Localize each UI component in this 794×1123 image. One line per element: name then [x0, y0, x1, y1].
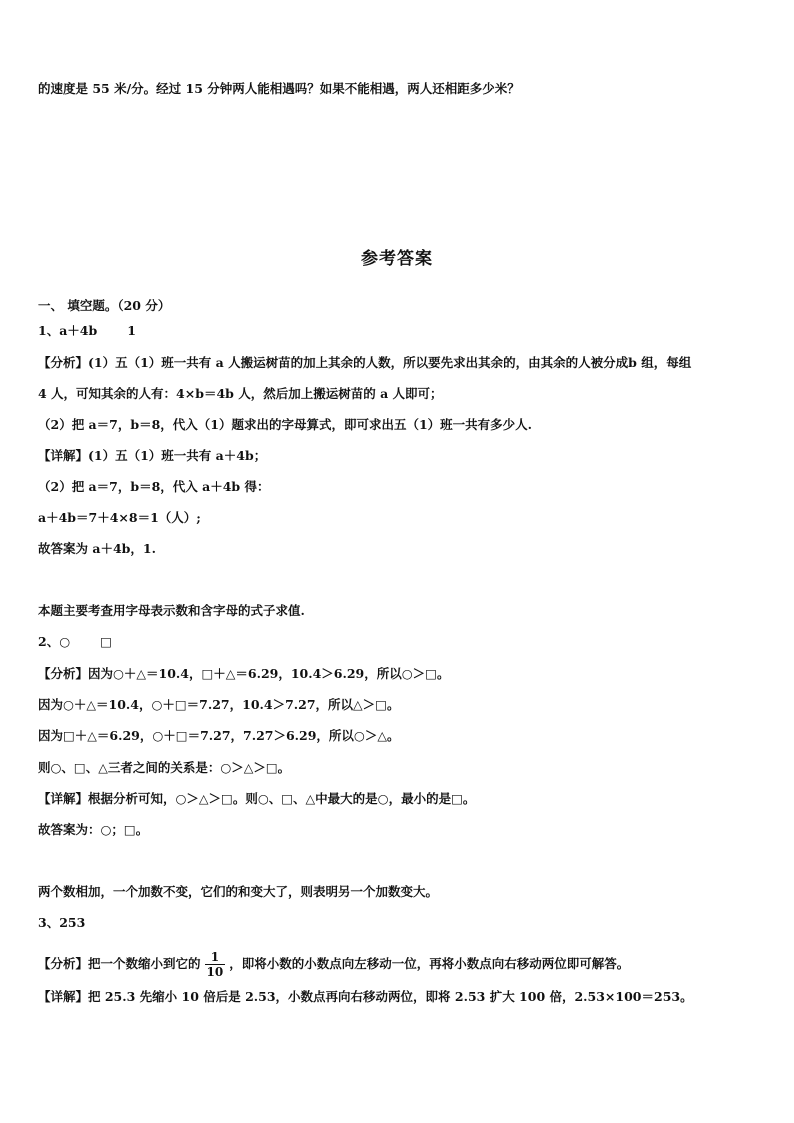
q1-analysis-line-1: 【分析】(1）五（1）班一共有 a 人搬运树苗的加上其余的人数，所以要先求出其余的，由其余的人被分成b 组，每组: [38, 355, 692, 370]
q2-answer-b: □: [100, 634, 112, 649]
q1-detail-line-4: 故答案为 a＋4b，1.: [38, 541, 156, 556]
q1-answer-b: 1: [127, 323, 136, 338]
section-heading: 一、 填空题。（20 分）: [38, 298, 171, 313]
q3-answer: 3、253: [38, 915, 86, 930]
q1-detail-line-1: 【详解】(1）五（1）班一共有 a＋4b；: [38, 448, 267, 463]
q1-detail-line-3: a＋4b＝7＋4×8＝1（人）;: [38, 510, 201, 525]
q2-note: 两个数相加，一个加数不变，它们的和变大了，则表明另一个加数变大。: [38, 884, 439, 899]
q3-analysis-line: [38, 950, 629, 979]
fraction-denominator: 10: [206, 965, 224, 979]
q3-analysis-post: ，即将小数的小数点向左移动一位，再将小数点向右移动两位即可解答。: [229, 956, 630, 971]
q1-analysis-line-2: 4 人，可知其余的人有：4×b＝4b 人，然后加上搬运树苗的 a 人即可；: [38, 386, 443, 401]
q1-answer-a: 1、a＋4b: [38, 323, 98, 338]
q2-detail-line-2: 故答案为：○；□。: [38, 822, 149, 837]
q3-detail-line-1: 【详解】把 25.3 先缩小 10 倍后是 2.53，小数点再向右移动两位，即将 2.53 扩大 100 倍，2.53×100＝253。: [38, 989, 693, 1004]
q2-analysis-line-1: 【分析】因为○＋△＝10.4，□＋△＝6.29，10.4＞6.29，所以○＞□。: [38, 666, 450, 681]
q2-analysis-line-3: 因为□＋△＝6.29，○＋□＝7.27，7.27＞6.29，所以○＞△。: [38, 728, 400, 743]
top-problem-line: 的速度是 55 米/分。经过 15 分钟两人能相遇吗？如果不能相遇，两人还相距多少米？: [38, 81, 520, 96]
q2-analysis-line-4: 则○、□、△三者之间的关系是：○＞△＞□。: [38, 760, 291, 775]
q2-detail-line-1: 【详解】根据分析可知，○＞△＞□。则○、□、△中最大的是○，最小的是□。: [38, 791, 476, 806]
fraction-one-tenth: [205, 950, 226, 979]
q3-analysis-pre: 【分析】把一个数缩小到它的: [38, 956, 201, 971]
q1-detail-line-2: （2）把 a＝7，b＝8，代入 a＋4b 得：: [38, 479, 270, 494]
q2-analysis-line-2: 因为○＋△＝10.4，○＋□＝7.27，10.4＞7.27，所以△＞□。: [38, 697, 400, 712]
page-title: 参考答案: [361, 249, 433, 269]
q2-answer: [38, 633, 112, 651]
q1-analysis-line-3: （2）把 a＝7，b＝8，代入（1）题求出的字母算式，即可求出五（1）班一共有多少人.: [38, 417, 533, 432]
fraction-numerator: 1: [205, 950, 226, 965]
q1-note: 本题主要考查用字母表示数和含字母的式子求值.: [38, 603, 305, 618]
q2-answer-a: 2、○: [38, 634, 71, 649]
q1-answer: [38, 322, 136, 340]
